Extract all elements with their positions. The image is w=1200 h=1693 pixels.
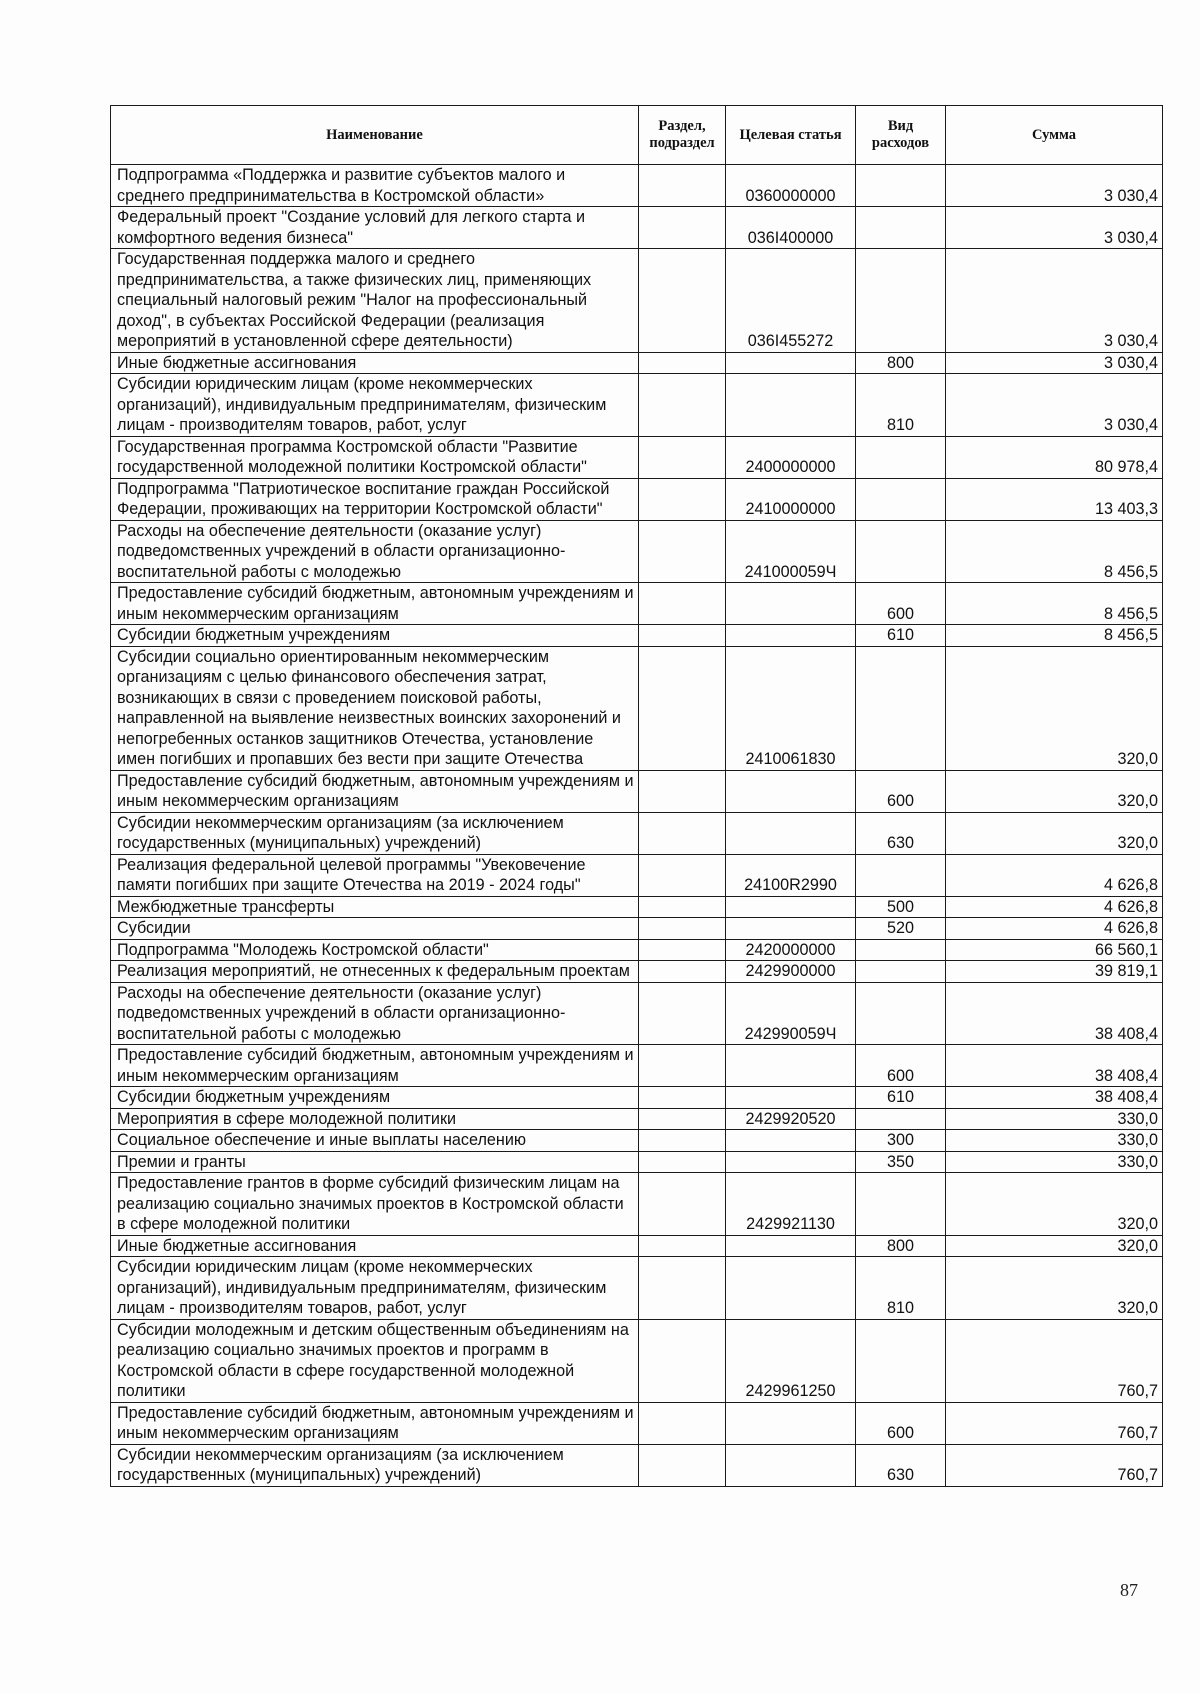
table-row (111, 770, 1163, 812)
table-body (111, 165, 1163, 1487)
cell-section (639, 1444, 726, 1486)
cell-sum: 760,7 (946, 1444, 1163, 1486)
table-row (111, 961, 1163, 983)
cell-name: Премии и гранты (111, 1151, 639, 1173)
cell-target (726, 1444, 856, 1486)
page-number: 87 (1120, 1580, 1138, 1600)
cell-name: Субсидии некоммерческим организациям (за исключением государственных (муниципальных) учреждений) (111, 1444, 639, 1486)
header-type: Вид расходов (856, 106, 946, 165)
cell-sum: 3 030,4 (946, 165, 1163, 207)
cell-section (639, 1151, 726, 1173)
table-row (111, 1319, 1163, 1402)
cell-section (639, 1257, 726, 1320)
cell-type: 630 (856, 812, 946, 854)
cell-type: 800 (856, 1235, 946, 1257)
cell-sum: 8 456,5 (946, 583, 1163, 625)
header-section: Раздел, подраздел (639, 106, 726, 165)
table-row (111, 982, 1163, 1045)
budget-table (110, 105, 1163, 1487)
cell-target (726, 770, 856, 812)
cell-name: Предоставление субсидий бюджетным, автономным учреждениям и иным некоммерческим организациям (111, 583, 639, 625)
cell-section (639, 854, 726, 896)
cell-type: 300 (856, 1130, 946, 1152)
cell-section (639, 165, 726, 207)
cell-type: 600 (856, 1402, 946, 1444)
table-row (111, 896, 1163, 918)
cell-section (639, 583, 726, 625)
cell-name: Федеральный проект "Создание условий для легкого старта и комфортного ведения бизнеса" (111, 207, 639, 249)
table-row (111, 1130, 1163, 1152)
header-sum: Сумма (946, 106, 1163, 165)
table-row (111, 939, 1163, 961)
cell-name: Социальное обеспечение и иные выплаты населению (111, 1130, 639, 1152)
cell-type (856, 1108, 946, 1130)
table-row (111, 625, 1163, 647)
cell-section (639, 939, 726, 961)
cell-section (639, 1173, 726, 1236)
cell-sum: 3 030,4 (946, 249, 1163, 353)
cell-section (639, 207, 726, 249)
cell-sum: 320,0 (946, 1173, 1163, 1236)
cell-type (856, 1173, 946, 1236)
cell-sum: 320,0 (946, 812, 1163, 854)
cell-target (726, 352, 856, 374)
cell-sum: 320,0 (946, 1257, 1163, 1320)
cell-section (639, 812, 726, 854)
cell-section (639, 436, 726, 478)
cell-section (639, 770, 726, 812)
cell-sum: 3 030,4 (946, 352, 1163, 374)
cell-target (726, 1235, 856, 1257)
cell-sum: 8 456,5 (946, 625, 1163, 647)
cell-section (639, 896, 726, 918)
cell-target: 2410061830 (726, 646, 856, 770)
cell-type: 630 (856, 1444, 946, 1486)
cell-section (639, 478, 726, 520)
cell-name: Субсидии бюджетным учреждениям (111, 1087, 639, 1109)
cell-name: Реализация федеральной целевой программы "Увековечение памяти погибших при защите Отечества на 2019 - 2024 годы" (111, 854, 639, 896)
table-row (111, 249, 1163, 353)
cell-name: Реализация мероприятий, не отнесенных к федеральным проектам (111, 961, 639, 983)
cell-section (639, 1319, 726, 1402)
cell-target: 2429921130 (726, 1173, 856, 1236)
cell-sum: 8 456,5 (946, 520, 1163, 583)
table-row (111, 520, 1163, 583)
cell-sum: 3 030,4 (946, 374, 1163, 437)
table-row (111, 646, 1163, 770)
cell-type: 600 (856, 583, 946, 625)
cell-target: 036I400000 (726, 207, 856, 249)
cell-type (856, 961, 946, 983)
cell-section (639, 1235, 726, 1257)
cell-target (726, 583, 856, 625)
cell-target: 2420000000 (726, 939, 856, 961)
table-row (111, 583, 1163, 625)
cell-target (726, 1151, 856, 1173)
cell-target (726, 1087, 856, 1109)
cell-type: 350 (856, 1151, 946, 1173)
cell-name: Государственная поддержка малого и среднего предпринимательства, а также физических лиц, применяющих специальный налоговый режим "Налог на профессиональный доход", в субъектах Российской Федерации (реализация мероприятий в установленной сфере деятельности) (111, 249, 639, 353)
cell-sum: 66 560,1 (946, 939, 1163, 961)
cell-type: 610 (856, 1087, 946, 1109)
cell-name: Субсидии социально ориентированным некоммерческим организациям с целью финансового обеспечения затрат, возникающих в связи с проведением поисковой работы, направленной на выявление неизвестных воинских захоронений и непогребенных останков защитников Отечества, установление имен погибших и пропавших без вести при защите Отечества (111, 646, 639, 770)
cell-section (639, 1402, 726, 1444)
cell-sum: 80 978,4 (946, 436, 1163, 478)
cell-target (726, 1257, 856, 1320)
cell-sum: 330,0 (946, 1151, 1163, 1173)
cell-sum: 3 030,4 (946, 207, 1163, 249)
cell-target (726, 1045, 856, 1087)
cell-target: 241000059Ч (726, 520, 856, 583)
cell-type (856, 249, 946, 353)
cell-target: 2429920520 (726, 1108, 856, 1130)
cell-name: Иные бюджетные ассигнования (111, 352, 639, 374)
cell-target: 24100R2990 (726, 854, 856, 896)
cell-target (726, 625, 856, 647)
cell-name: Субсидии бюджетным учреждениям (111, 625, 639, 647)
cell-sum: 760,7 (946, 1402, 1163, 1444)
cell-name: Межбюджетные трансферты (111, 896, 639, 918)
cell-section (639, 352, 726, 374)
table-row (111, 1235, 1163, 1257)
cell-name: Субсидии юридическим лицам (кроме некоммерческих организаций), индивидуальным предпринимателям, физическим лицам - производителям товаров, работ, услуг (111, 374, 639, 437)
table-row (111, 1444, 1163, 1486)
cell-type (856, 478, 946, 520)
cell-type: 610 (856, 625, 946, 647)
cell-section (639, 1130, 726, 1152)
cell-type: 810 (856, 374, 946, 437)
cell-name: Мероприятия в сфере молодежной политики (111, 1108, 639, 1130)
cell-name: Иные бюджетные ассигнования (111, 1235, 639, 1257)
cell-sum: 330,0 (946, 1108, 1163, 1130)
cell-name: Субсидии (111, 918, 639, 940)
header-name: Наименование (111, 106, 639, 165)
table-row (111, 374, 1163, 437)
cell-type: 810 (856, 1257, 946, 1320)
cell-name: Субсидии юридическим лицам (кроме некоммерческих организаций), индивидуальным предпринимателям, физическим лицам - производителям товаров, работ, услуг (111, 1257, 639, 1320)
header-target: Целевая статья (726, 106, 856, 165)
cell-type (856, 436, 946, 478)
cell-section (639, 1108, 726, 1130)
cell-section (639, 1087, 726, 1109)
cell-type (856, 939, 946, 961)
cell-type: 600 (856, 1045, 946, 1087)
table-row (111, 812, 1163, 854)
cell-sum: 13 403,3 (946, 478, 1163, 520)
table-row (111, 1045, 1163, 1087)
cell-sum: 320,0 (946, 770, 1163, 812)
cell-type (856, 520, 946, 583)
cell-name: Предоставление субсидий бюджетным, автономным учреждениям и иным некоммерческим организациям (111, 1402, 639, 1444)
cell-section (639, 918, 726, 940)
cell-name: Подпрограмма «Поддержка и развитие субъектов малого и среднего предпринимательства в Костромской области» (111, 165, 639, 207)
cell-target: 2429961250 (726, 1319, 856, 1402)
cell-target (726, 374, 856, 437)
table-row (111, 436, 1163, 478)
cell-type (856, 1319, 946, 1402)
cell-target: 2410000000 (726, 478, 856, 520)
cell-section (639, 1045, 726, 1087)
cell-type: 500 (856, 896, 946, 918)
cell-type: 520 (856, 918, 946, 940)
table-row (111, 1173, 1163, 1236)
cell-target: 2429900000 (726, 961, 856, 983)
cell-sum: 4 626,8 (946, 854, 1163, 896)
table-row (111, 165, 1163, 207)
cell-name: Подпрограмма "Молодежь Костромской области" (111, 939, 639, 961)
cell-target: 2400000000 (726, 436, 856, 478)
cell-name: Государственная программа Костромской области "Развитие государственной молодежной политики Костромской области" (111, 436, 639, 478)
cell-sum: 320,0 (946, 646, 1163, 770)
table-row (111, 1151, 1163, 1173)
cell-sum: 330,0 (946, 1130, 1163, 1152)
cell-target (726, 896, 856, 918)
table-row (111, 1257, 1163, 1320)
table-row (111, 1402, 1163, 1444)
cell-sum: 38 408,4 (946, 1045, 1163, 1087)
cell-type (856, 982, 946, 1045)
cell-target (726, 918, 856, 940)
cell-type (856, 165, 946, 207)
cell-target: 242990059Ч (726, 982, 856, 1045)
cell-section (639, 961, 726, 983)
table-row (111, 478, 1163, 520)
table-row (111, 854, 1163, 896)
cell-name: Субсидии некоммерческим организациям (за исключением государственных (муниципальных) учреждений) (111, 812, 639, 854)
cell-target: 0360000000 (726, 165, 856, 207)
table-row (111, 207, 1163, 249)
cell-sum: 38 408,4 (946, 1087, 1163, 1109)
cell-name: Предоставление субсидий бюджетным, автономным учреждениям и иным некоммерческим организациям (111, 1045, 639, 1087)
cell-sum: 39 819,1 (946, 961, 1163, 983)
cell-name: Расходы на обеспечение деятельности (оказание услуг) подведомственных учреждений в области организационно-воспитательной работы с молодежью (111, 520, 639, 583)
cell-name: Субсидии молодежным и детским общественным объединениям на реализацию социально значимых проектов и программ в Костромской области в сфере государственной молодежной политики (111, 1319, 639, 1402)
cell-target (726, 1402, 856, 1444)
cell-type (856, 646, 946, 770)
cell-sum: 4 626,8 (946, 896, 1163, 918)
cell-section (639, 982, 726, 1045)
cell-name: Предоставление грантов в форме субсидий физическим лицам на реализацию социально значимых проектов в Костромской области в сфере молодежной политики (111, 1173, 639, 1236)
cell-name: Расходы на обеспечение деятельности (оказание услуг) подведомственных учреждений в области организационно-воспитательной работы с молодежью (111, 982, 639, 1045)
cell-sum: 38 408,4 (946, 982, 1163, 1045)
cell-sum: 760,7 (946, 1319, 1163, 1402)
header-row (111, 106, 1163, 165)
table-row (111, 1087, 1163, 1109)
cell-type (856, 854, 946, 896)
cell-target (726, 1130, 856, 1152)
cell-sum: 4 626,8 (946, 918, 1163, 940)
table-row (111, 918, 1163, 940)
table-row (111, 1108, 1163, 1130)
cell-section (639, 374, 726, 437)
cell-section (639, 625, 726, 647)
cell-section (639, 249, 726, 353)
cell-section (639, 520, 726, 583)
cell-type: 800 (856, 352, 946, 374)
cell-target: 036I455272 (726, 249, 856, 353)
cell-name: Подпрограмма "Патриотическое воспитание граждан Российской Федерации, проживающих на территории Костромской области" (111, 478, 639, 520)
cell-sum: 320,0 (946, 1235, 1163, 1257)
cell-section (639, 646, 726, 770)
cell-name: Предоставление субсидий бюджетным, автономным учреждениям и иным некоммерческим организациям (111, 770, 639, 812)
table-row (111, 352, 1163, 374)
cell-type (856, 207, 946, 249)
cell-target (726, 812, 856, 854)
cell-type: 600 (856, 770, 946, 812)
